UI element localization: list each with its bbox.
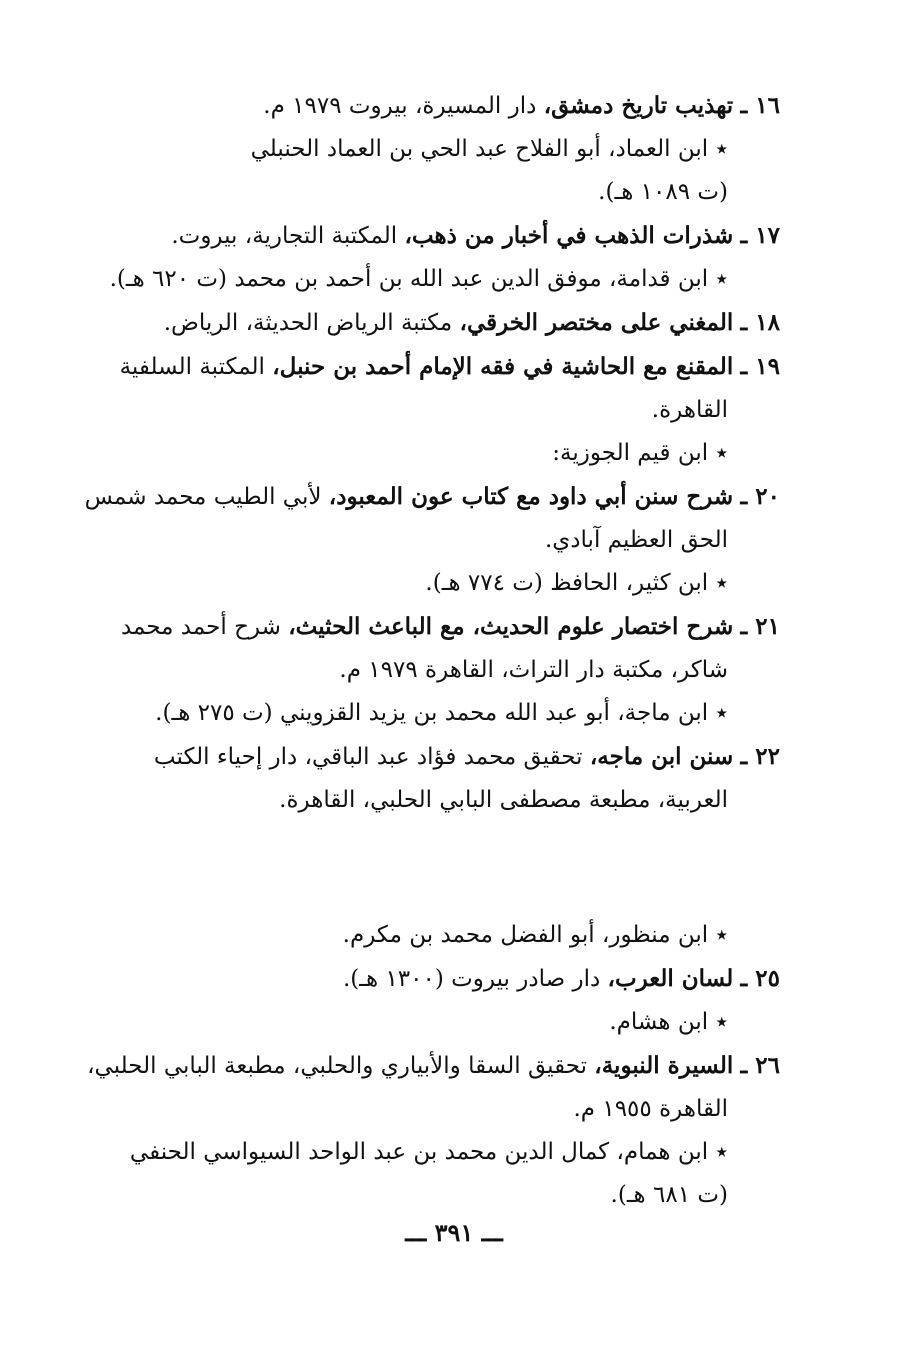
bibliography-entry: [78, 84, 780, 128]
bibliography-entry: [78, 345, 780, 389]
publication-details: تحقيق محمد فؤاد عبد الباقي، دار إحياء الكتب: [153, 744, 583, 770]
bibliography-entry: [78, 735, 780, 779]
author-line: ٭ ابن كثير، الحافظ (ت ٧٧٤ هـ).: [425, 570, 728, 596]
entry-number: ١٧ ـ: [740, 222, 780, 249]
book-title: السيرة النبوية،: [594, 1052, 734, 1079]
bibliography-entry: [78, 605, 780, 649]
page-number: ـــ ٣٩١ ـــ: [405, 1218, 503, 1247]
entry-number: ١٦ ـ: [740, 92, 780, 119]
author-line: ٭ ابن قيم الجوزية:: [552, 440, 728, 466]
book-title: شرح اختصار علوم الحديث، مع الباعث الحثيث،: [288, 613, 734, 640]
author-line: ٭ ابن هشام.: [609, 1009, 728, 1035]
publication-details: دار صادر بيروت (١٣٠٠ هـ).: [342, 966, 601, 992]
bibliography-entry: [78, 957, 780, 1001]
continuation-line: العربية، مطبعة مصطفى البابي الحلبي، القاهرة.: [279, 787, 728, 813]
entry-number: ٢٥ ـ: [740, 965, 780, 992]
entry-number: ٢٦ ـ: [740, 1052, 780, 1079]
continuation-line: شاكر، مكتبة دار التراث، القاهرة ١٩٧٩ م.: [339, 657, 728, 683]
bibliography-entry: [78, 475, 780, 519]
book-title: المقنع مع الحاشية في فقه الإمام أحمد بن حنبل،: [272, 353, 734, 380]
entry-number: ٢٢ ـ: [740, 743, 780, 770]
entry-number: ٢٠ ـ: [740, 483, 780, 510]
author-line: ٭ ابن منظور، أبو الفضل محمد بن مكرم.: [342, 922, 728, 948]
publication-details: المكتبة التجارية، بيروت.: [171, 223, 398, 249]
blank-gap: [78, 822, 780, 914]
author-line: ٭ ابن قدامة، موفق الدين عبد الله بن أحمد بن محمد (ت ٦٢٠ هـ).: [109, 266, 728, 292]
bibliography-entry: [78, 1044, 780, 1088]
book-title: تهذيب تاريخ دمشق،: [543, 92, 734, 119]
bibliography-list: [78, 84, 780, 1217]
publication-details: شرح أحمد محمد: [120, 614, 281, 640]
continuation-line: القاهرة.: [651, 397, 728, 423]
entry-number: ٢١ ـ: [740, 613, 780, 640]
publication-details: تحقيق السقا والأبياري والحلبي، مطبعة البابي الحلبي،: [87, 1053, 587, 1079]
continuation-line: (ت ٦٨١ هـ).: [610, 1182, 728, 1208]
book-title: لسان العرب،: [607, 965, 734, 992]
publication-details: مكتبة الرياض الحديثة، الرياض.: [163, 310, 453, 336]
entry-number: ١٩ ـ: [740, 353, 780, 380]
publication-details: دار المسيرة، بيروت ١٩٧٩ م.: [263, 93, 537, 119]
entry-number: ١٨ ـ: [740, 309, 780, 336]
author-line: ٭ ابن ماجة، أبو عبد الله محمد بن يزيد القزويني (ت ٢٧٥ هـ).: [155, 700, 728, 726]
book-title: المغني على مختصر الخرقي،: [459, 309, 734, 336]
book-title: سنن ابن ماجه،: [589, 743, 734, 770]
book-title: شذرات الذهب في أخبار من ذهب،: [404, 222, 734, 249]
continuation-line: الحق العظيم آبادي.: [544, 527, 728, 553]
author-line: ٭ ابن العماد، أبو الفلاح عبد الحي بن العماد الحنبلي: [250, 136, 728, 162]
publication-details: لأبي الطيب محمد شمس: [84, 484, 322, 510]
continuation-line: (ت ١٠٨٩ هـ).: [598, 179, 728, 205]
bibliography-entry: [78, 301, 780, 345]
author-line: ٭ ابن همام، كمال الدين محمد بن عبد الواحد السيواسي الحنفي: [129, 1139, 728, 1165]
publication-details: المكتبة السلفية: [119, 354, 265, 380]
continuation-line: القاهرة ١٩٥٥ م.: [573, 1096, 728, 1122]
bibliography-entry: [78, 214, 780, 258]
book-title: شرح سنن أبي داود مع كتاب عون المعبود،: [328, 483, 734, 510]
